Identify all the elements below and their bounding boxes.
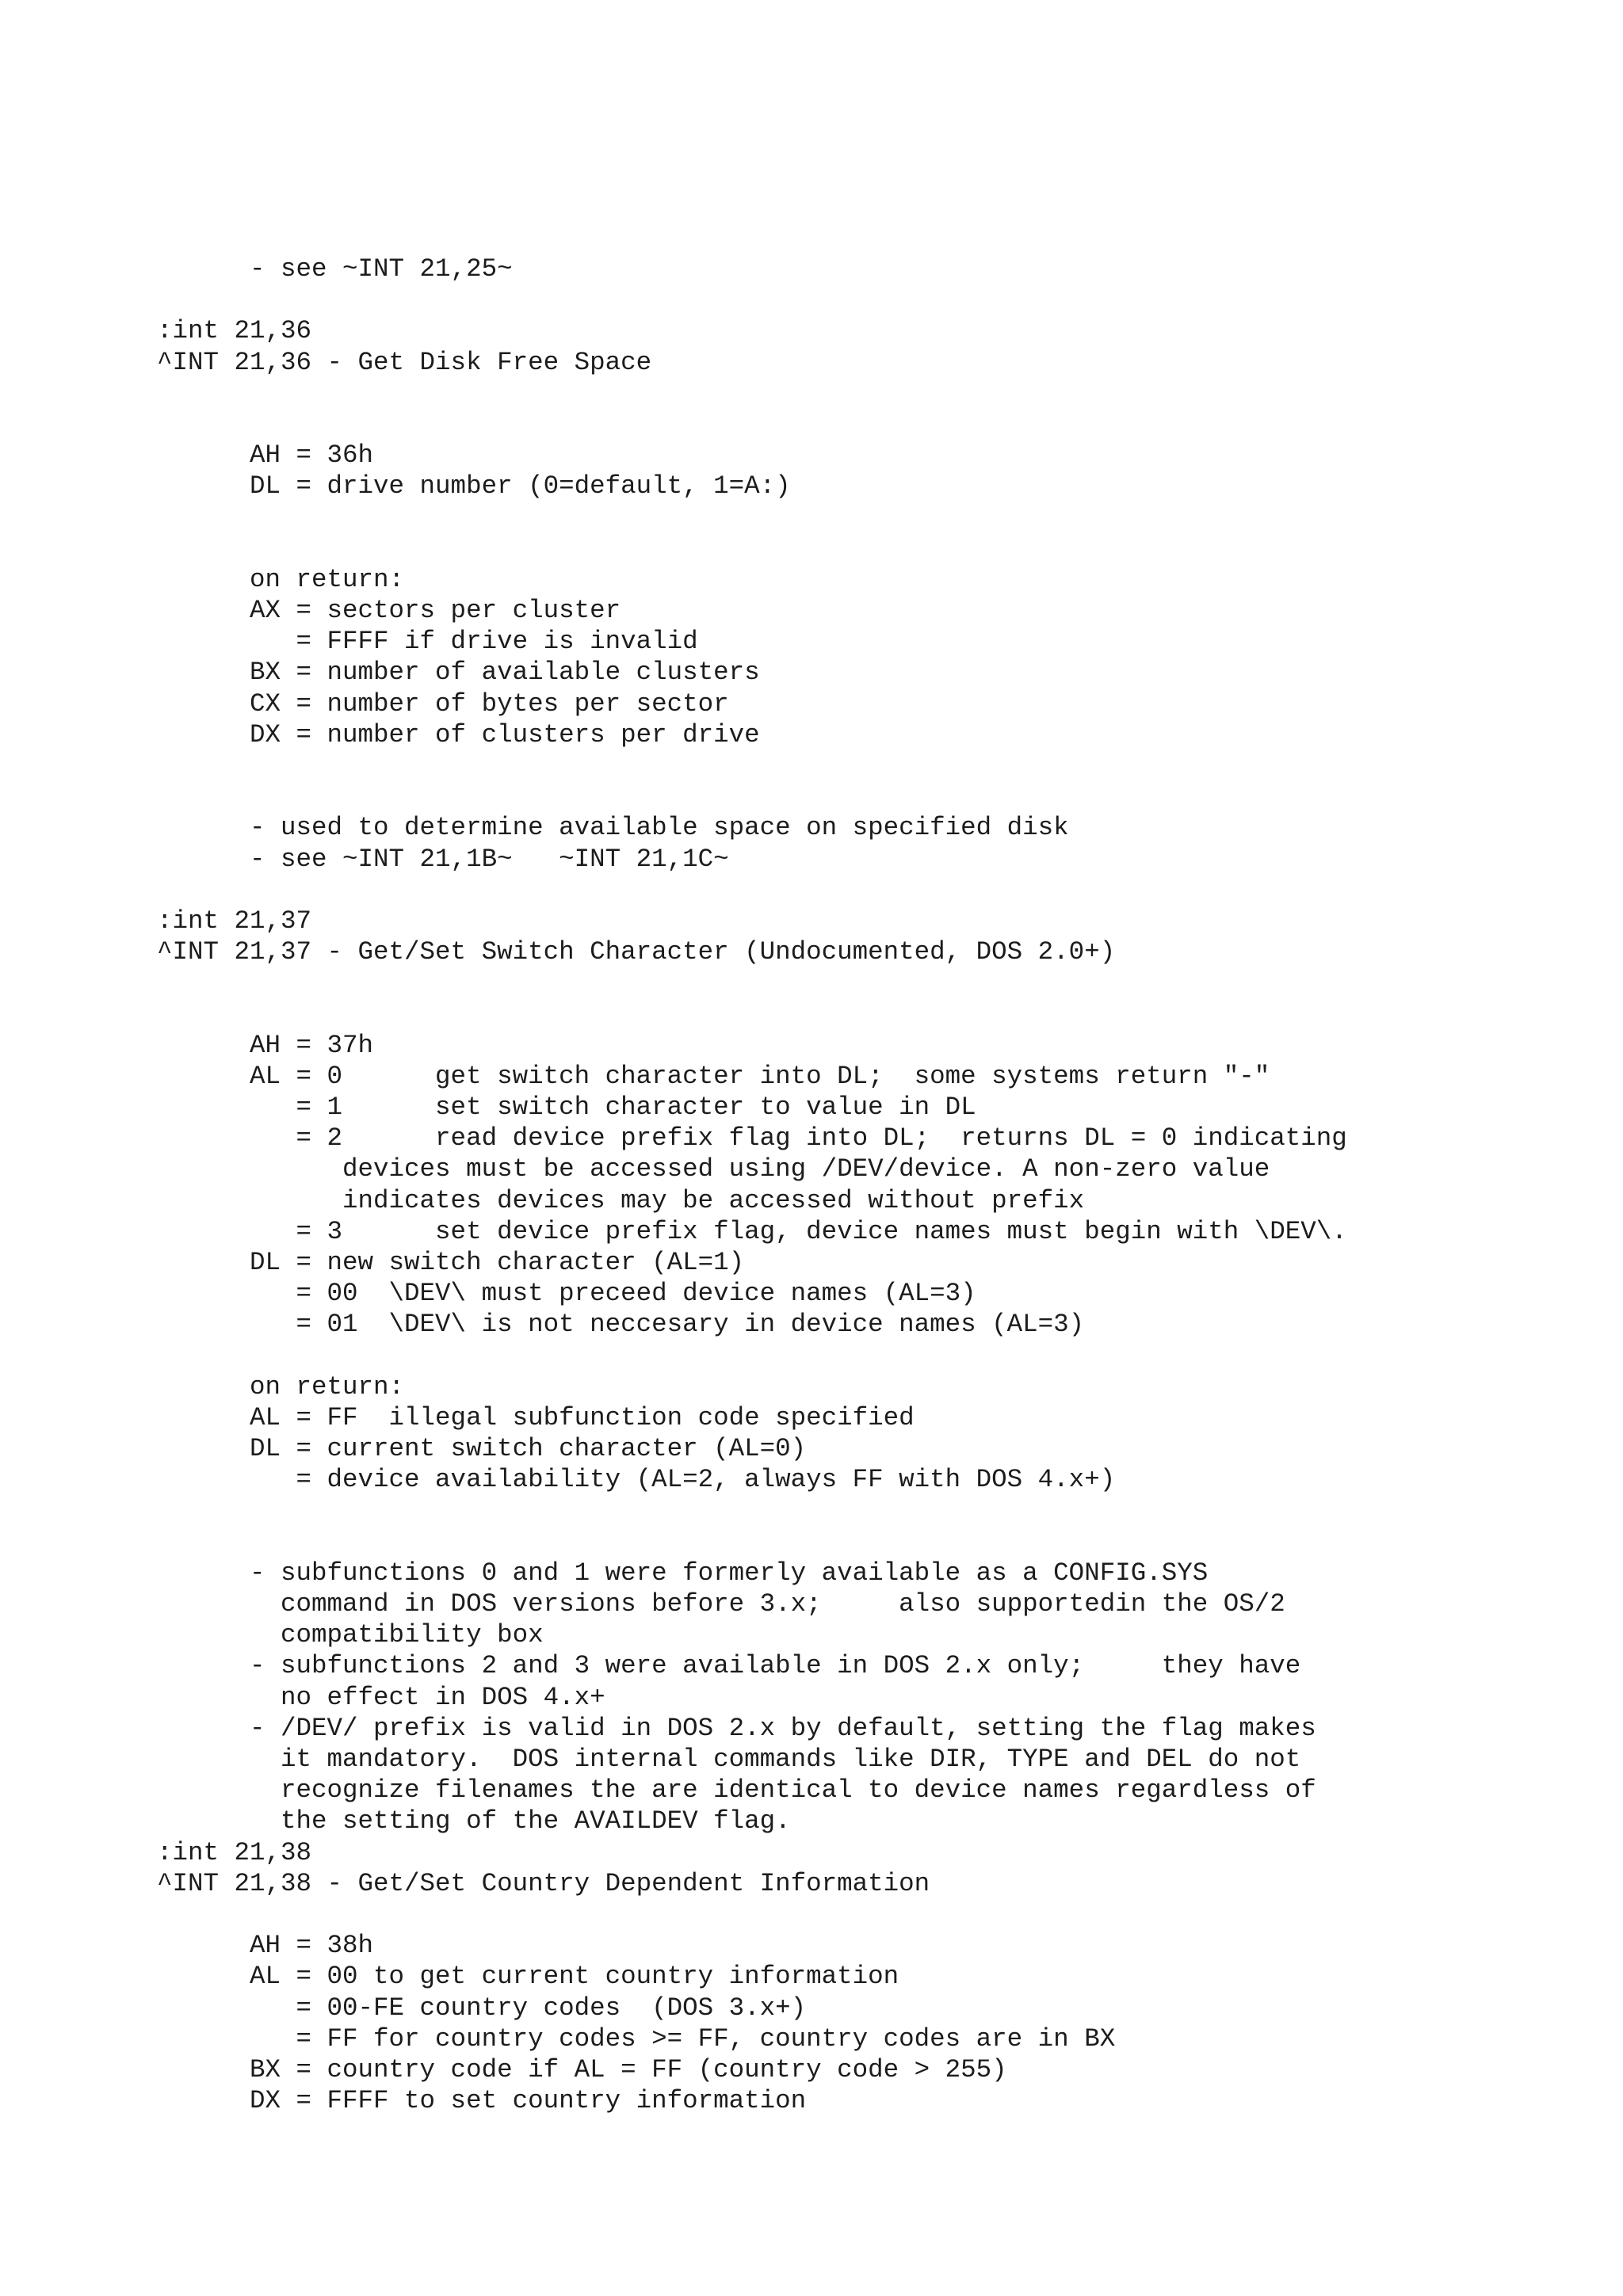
text-line: DX = FFFF to set country information: [157, 2086, 807, 2116]
blank-line: [157, 875, 1599, 906]
text-line: = 00-FE country codes (DOS 3.x+): [157, 1993, 807, 2023]
text-line: ^INT 21,38 - Get/Set Country Dependent Information: [157, 1868, 930, 1898]
text-line: DX = number of clusters per drive: [157, 719, 760, 749]
text-line: AX = sectors per cluster: [157, 596, 621, 626]
text-line: BX = country code if AL = FF (country code > 255): [157, 2054, 1007, 2084]
blank-line: [157, 378, 1599, 409]
blank-line: [157, 284, 1599, 315]
text-line: = 00 \DEV\ must preceed device names (AL=3): [157, 1279, 976, 1309]
text-line: DL = current switch character (AL=0): [157, 1434, 807, 1464]
text-line: - subfunctions 0 and 1 were formerly available as a CONFIG.SYS: [157, 1558, 1209, 1588]
blank-line: [157, 967, 1599, 998]
text-line: recognize filenames the are identical to device names regardless of: [157, 1775, 1316, 1806]
text-line: :int 21,38: [157, 1837, 312, 1867]
blank-line: [157, 1496, 1599, 1527]
text-line: ^INT 21,36 - Get Disk Free Space: [157, 347, 652, 377]
text-line: DL = drive number (0=default, 1=A:): [157, 471, 791, 502]
blank-line: [157, 781, 1599, 812]
text-line: on return:: [157, 1371, 405, 1402]
blank-line: [157, 1899, 1599, 1930]
text-line: - subfunctions 2 and 3 were available in DOS 2.x only; they have: [157, 1651, 1301, 1681]
text-line: it mandatory. DOS internal commands like DIR, TYPE and DEL do not: [157, 1745, 1301, 1774]
blank-line: [157, 533, 1599, 564]
text-line: BX = number of available clusters: [157, 658, 760, 688]
blank-line: [157, 750, 1599, 781]
text-line: = FFFF if drive is invalid: [157, 627, 698, 657]
text-line: indicates devices may be accessed without prefix: [157, 1185, 1085, 1215]
text-line: devices must be accessed using /DEV/device. A non-zero value: [157, 1154, 1270, 1184]
text-line: CX = number of bytes per sector: [157, 688, 729, 719]
text-line: DL = new switch character (AL=1): [157, 1248, 745, 1277]
text-line: - see ~INT 21,25~: [157, 254, 513, 284]
text-line: command in DOS versions before 3.x; also supportedin the OS/2: [157, 1589, 1285, 1619]
text-line: = 3 set device prefix flag, device names must begin with \DEV\.: [157, 1216, 1347, 1246]
text-line: = 2 read device prefix flag into DL; returns DL = 0 indicating: [157, 1123, 1347, 1154]
text-line: AH = 36h: [157, 441, 374, 471]
text-line: on return:: [157, 564, 405, 594]
text-line: :int 21,37: [157, 906, 312, 936]
text-line: = device availability (AL=2, always FF with DOS 4.x+): [157, 1465, 1116, 1495]
blank-line: [157, 502, 1599, 533]
blank-line: [157, 999, 1599, 1030]
text-line: AL = FF illegal subfunction code specified: [157, 1402, 915, 1432]
text-line: ^INT 21,37 - Get/Set Switch Character (Undocumented, DOS 2.0+): [157, 937, 1116, 967]
text-line: - used to determine available space on specified disk: [157, 813, 1069, 843]
text-line: = FF for country codes >= FF, country codes are in BX: [157, 2023, 1116, 2054]
text-line: AL = 0 get switch character into DL; some systems return "-": [157, 1061, 1270, 1091]
document-text: [157, 254, 1599, 2116]
text-line: AH = 37h: [157, 1030, 374, 1060]
blank-line: [157, 1341, 1599, 1371]
text-line: :int 21,36: [157, 316, 312, 346]
text-line: the setting of the AVAILDEV flag.: [157, 1806, 791, 1836]
text-line: AL = 00 to get current country information: [157, 1962, 899, 1992]
text-line: - see ~INT 21,1B~ ~INT 21,1C~: [157, 844, 729, 874]
blank-line: [157, 409, 1599, 440]
text-line: - /DEV/ prefix is valid in DOS 2.x by default, setting the flag makes: [157, 1713, 1316, 1743]
text-line: = 1 set switch character to value in DL: [157, 1093, 976, 1123]
text-line: compatibility box: [157, 1620, 544, 1650]
text-line: no effect in DOS 4.x+: [157, 1682, 605, 1712]
blank-line: [157, 1527, 1599, 1558]
text-line: = 01 \DEV\ is not neccesary in device names (AL=3): [157, 1310, 1085, 1340]
text-line: AH = 38h: [157, 1931, 374, 1961]
